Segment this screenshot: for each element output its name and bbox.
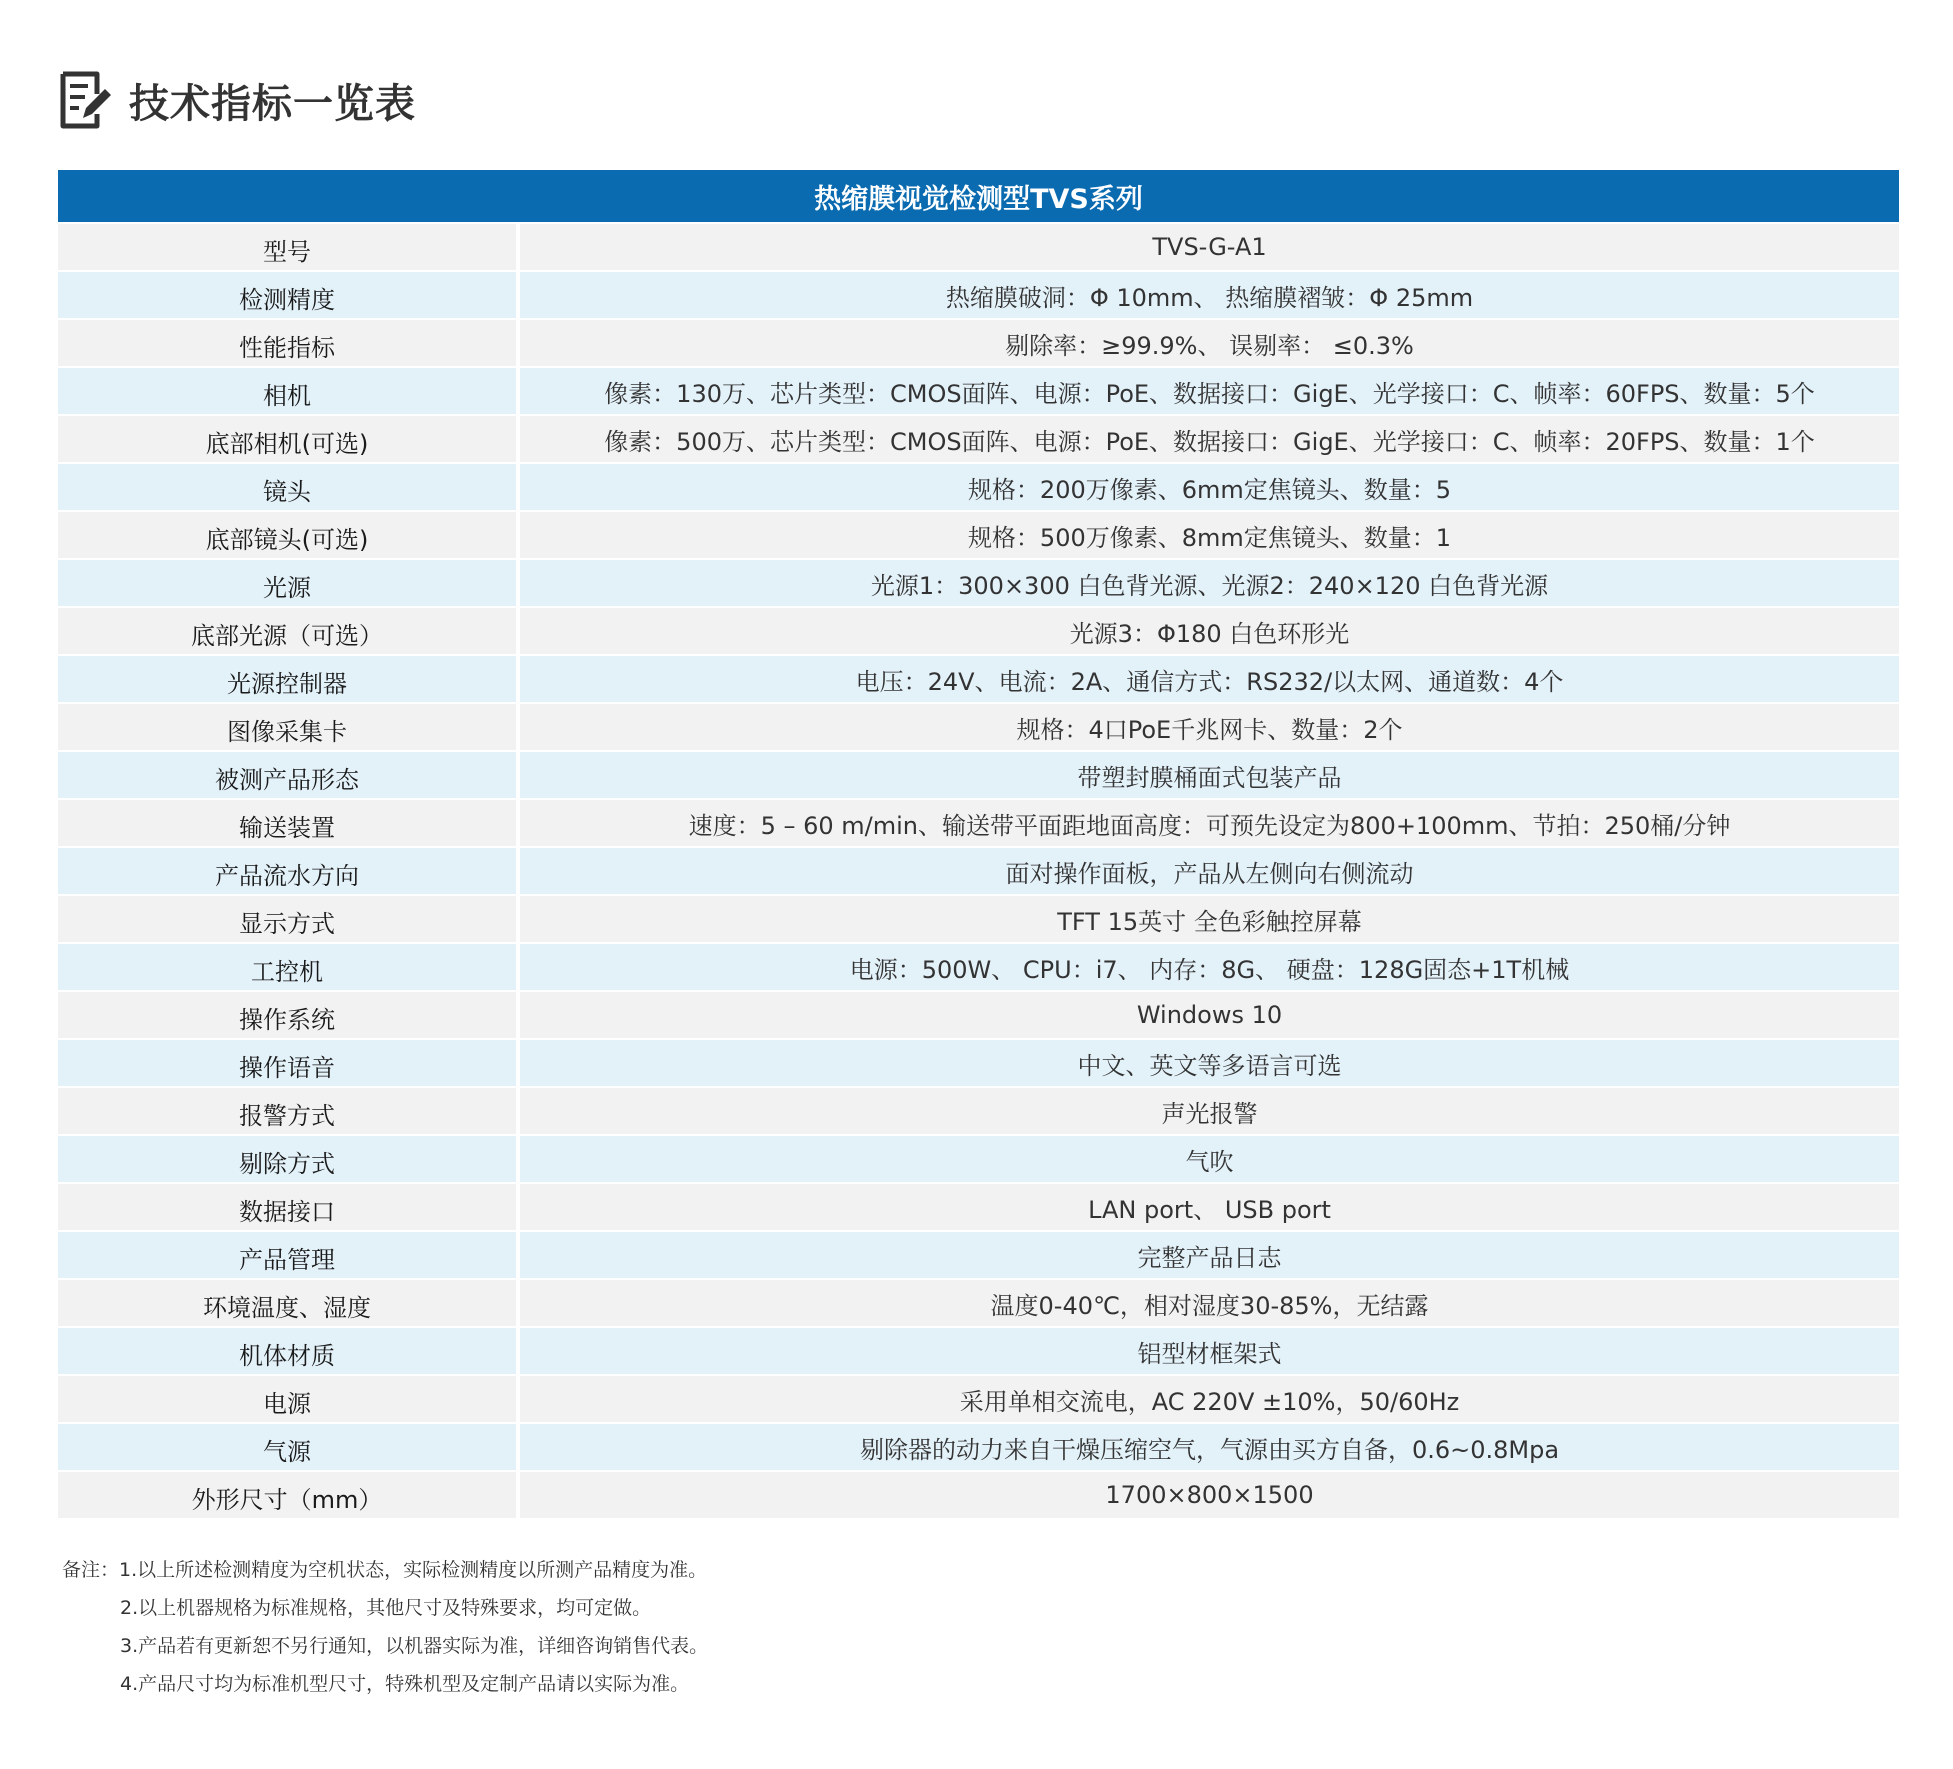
spec-value: 采用单相交流电，AC 220V ±10%，50/60Hz [520,1376,1899,1422]
spec-value: TVS-G-A1 [520,224,1899,270]
spec-value: 温度0-40℃，相对湿度30-85%，无结露 [520,1280,1899,1326]
spec-value: 铝型材框架式 [520,1328,1899,1374]
spec-value: TFT 15英寸 全色彩触控屏幕 [520,896,1899,942]
spec-value: 光源3：Φ180 白色环形光 [520,608,1899,654]
spec-label: 输送装置 [58,800,516,846]
spec-label: 电源 [58,1376,516,1422]
note-line [62,1551,708,1589]
spec-value: 完整产品日志 [520,1232,1899,1278]
spec-label: 产品管理 [58,1232,516,1278]
note-line [62,1665,708,1703]
spec-label: 检测精度 [58,272,516,318]
table-row [58,1328,1899,1374]
spec-table [58,170,1899,1520]
table-row [58,1088,1899,1134]
spec-label: 被测产品形态 [58,752,516,798]
table-row [58,224,1899,270]
table-row [58,1376,1899,1422]
spec-label: 外形尺寸（mm） [58,1472,516,1518]
table-row [58,608,1899,654]
table-row [58,1040,1899,1086]
table-row [58,1232,1899,1278]
note-line [62,1589,708,1627]
spec-label: 相机 [58,368,516,414]
note-item: 3.产品若有更新恕不另行通知，以机器实际为准，详细咨询销售代表。 [120,1635,709,1657]
table-row [58,1136,1899,1182]
document-edit-icon [57,70,113,130]
table-row [58,752,1899,798]
note-line [62,1627,708,1665]
spec-value: 带塑封膜桶面式包装产品 [520,752,1899,798]
spec-value: LAN port、 USB port [520,1184,1899,1230]
spec-value: 声光报警 [520,1088,1899,1134]
spec-value: 中文、英文等多语言可选 [520,1040,1899,1086]
spec-label: 报警方式 [58,1088,516,1134]
table-row [58,848,1899,894]
spec-label: 气源 [58,1424,516,1470]
table-row [58,656,1899,702]
spec-value: Windows 10 [520,992,1899,1038]
table-row [58,320,1899,366]
spec-label: 操作系统 [58,992,516,1038]
spec-label: 工控机 [58,944,516,990]
spec-label: 性能指标 [58,320,516,366]
spec-value: 规格：500万像素、8mm定焦镜头、数量：1 [520,512,1899,558]
spec-label: 操作语音 [58,1040,516,1086]
spec-value: 规格：4口PoE千兆网卡、数量：2个 [520,704,1899,750]
notes-prefix: 备注： [62,1559,120,1581]
table-row [58,272,1899,318]
spec-label: 光源 [58,560,516,606]
table-title: 热缩膜视觉检测型TVS系列 [58,170,1899,222]
table-row [58,368,1899,414]
spec-value: 电源：500W、 CPU：i7、 内存：8G、 硬盘：128G固态+1T机械 [520,944,1899,990]
spec-label: 底部光源（可选） [58,608,516,654]
table-row [58,704,1899,750]
spec-value: 速度：5 – 60 m/min、输送带平面距地面高度：可预先设定为800+100mm、节拍：250桶/分钟 [520,800,1899,846]
spec-value: 像素：130万、芯片类型：CMOS面阵、电源：PoE、数据接口：GigE、光学接口：C、帧率：60FPS、数量：5个 [520,368,1899,414]
table-row [58,512,1899,558]
notes [62,1551,708,1703]
spec-value: 热缩膜破洞：Φ 10mm、 热缩膜褶皱：Φ 25mm [520,272,1899,318]
spec-value: 面对操作面板，产品从左侧向右侧流动 [520,848,1899,894]
table-row [58,560,1899,606]
spec-value: 像素：500万、芯片类型：CMOS面阵、电源：PoE、数据接口：GigE、光学接口：C、帧率：20FPS、数量：1个 [520,416,1899,462]
spec-value: 气吹 [520,1136,1899,1182]
table-row [58,1280,1899,1326]
spec-label: 镜头 [58,464,516,510]
spec-label: 剔除方式 [58,1136,516,1182]
spec-label: 图像采集卡 [58,704,516,750]
note-item: 4.产品尺寸均为标准机型尺寸，特殊机型及定制产品请以实际为准。 [120,1673,690,1695]
table-row [58,1424,1899,1470]
table-row [58,1184,1899,1230]
note-item: 1.以上所述检测精度为空机状态，实际检测精度以所测产品精度为准。 [119,1559,708,1581]
note-item: 2.以上机器规格为标准规格，其他尺寸及特殊要求，均可定做。 [120,1597,652,1619]
table-row [58,896,1899,942]
page-header [57,68,416,132]
spec-label: 机体材质 [58,1328,516,1374]
spec-label: 底部相机(可选) [58,416,516,462]
spec-value: 剔除器的动力来自干燥压缩空气，气源由买方自备，0.6~0.8Mpa [520,1424,1899,1470]
table-body [58,224,1899,1518]
spec-label: 型号 [58,224,516,270]
spec-label: 数据接口 [58,1184,516,1230]
spec-value: 电压：24V、电流：2A、通信方式：RS232/以太网、通道数：4个 [520,656,1899,702]
spec-label: 光源控制器 [58,656,516,702]
table-row [58,1472,1899,1518]
table-row [58,992,1899,1038]
spec-label: 产品流水方向 [58,848,516,894]
spec-value: 1700×800×1500 [520,1472,1899,1518]
table-row [58,944,1899,990]
table-row [58,416,1899,462]
spec-value: 剔除率：≥99.9%、 误剔率： ≤0.3% [520,320,1899,366]
spec-label: 环境温度、湿度 [58,1280,516,1326]
page-title: 技术指标一览表 [129,80,416,127]
table-row [58,800,1899,846]
spec-label: 底部镜头(可选) [58,512,516,558]
spec-value: 光源1：300×300 白色背光源、光源2：240×120 白色背光源 [520,560,1899,606]
spec-label: 显示方式 [58,896,516,942]
spec-value: 规格：200万像素、6mm定焦镜头、数量：5 [520,464,1899,510]
table-row [58,464,1899,510]
